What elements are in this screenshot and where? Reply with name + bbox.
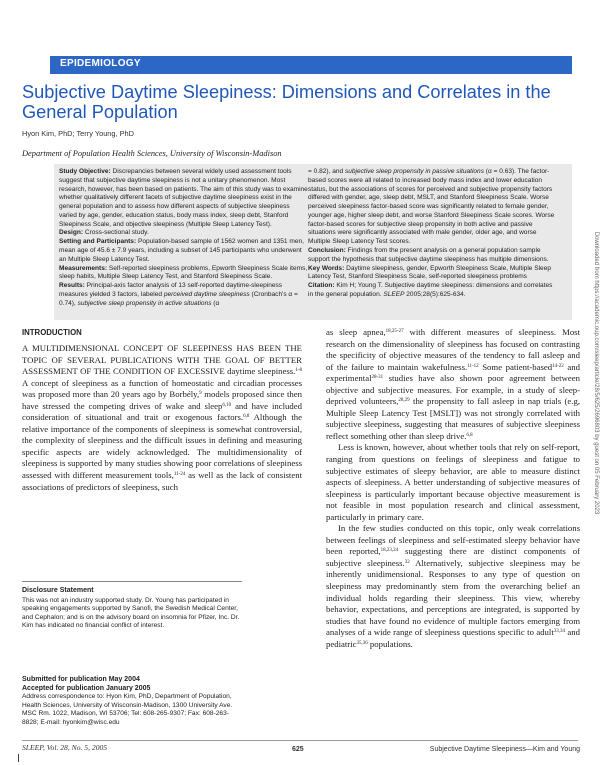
- accepted-date: Accepted for publication January 2005: [22, 684, 151, 692]
- disclosure-heading: Disclosure Statement: [22, 587, 94, 594]
- conclusion-label: Conclusion:: [308, 247, 346, 255]
- body-text: A MULTIDIMENSIONAL CONCEPT OF SLEEPINESS HAS BEEN THE TOPIC OF SEVERAL PUBLICATIONS WITH THE GOAL OF BETTER ASSESSMENT OF THE CONDITION OF EXCESSIVE daytime sleepiness.: [22, 343, 302, 377]
- citation-ref[interactable]: 33,34: [553, 629, 566, 635]
- abstract-conclusion: [308, 247, 558, 265]
- article-title: Subjective Daytime Sleepiness: Dimensions and Correlates in the General Population: [22, 82, 551, 122]
- section-label: EPIDEMIOLOGY: [60, 58, 141, 69]
- citation-ref[interactable]: 1-8: [295, 368, 302, 374]
- running-title: Subjective Daytime Sleepiness—Kim and Young: [429, 746, 580, 753]
- abstract-objective: [59, 168, 309, 229]
- submitted-date: Submitted for publication May 2004: [22, 676, 140, 683]
- footer-journal: SLEEP, Vol. 28, No. 5, 2005: [22, 743, 108, 752]
- section-banner: [50, 56, 572, 74]
- setting-label: Setting and Participants:: [59, 238, 137, 246]
- body-right-column: [326, 327, 580, 650]
- conclusion-text: Findings from the present analysis on a general population sample support the hypothesis that subjective daytime sleepiness has multiple dimensions.: [308, 247, 549, 263]
- measurements-text: Self-reported sleepiness problems, Epworth Sleepiness Scale items, sleep habits, Multiple Sleep Latency Test, and Stanford Sleepiness Scale.: [59, 264, 308, 281]
- citation-ref[interactable]: 6,8: [466, 432, 473, 438]
- page-number: 625: [292, 746, 304, 753]
- body-text: Some patient-based: [478, 361, 553, 372]
- citation-ref[interactable]: 32: [404, 559, 410, 565]
- body-text: and experimental: [326, 361, 580, 384]
- intro-paragraph-1: [22, 343, 302, 493]
- citation-ref[interactable]: 28-31: [371, 375, 384, 381]
- abstract-design: [59, 229, 309, 238]
- results-text: (Cronbach's α = 0.74),: [59, 290, 298, 307]
- body-text: as well as the lack of consistent associations of predictors of sleepiness, such: [22, 470, 302, 492]
- body-text: Alternatively, subjective sleepiness may be inherently unidimensional. Responses to any type of question on sleepiness may predominantly stem from the overarching belief an individual holds regarding their sleepiness. This view, whereby behavior, expectations, and perceptions are integrated, is supported by studies that have found no evidence of multiple factors emerging from analyses of a wide range of sleepiness questions specific to adult: [326, 557, 580, 638]
- citation-ref[interactable]: 6,8: [243, 414, 250, 420]
- citation-ref[interactable]: 18,23,24: [380, 548, 399, 554]
- abstract-citation: [308, 282, 558, 300]
- abstract-results: [59, 282, 309, 308]
- body-text: models proposed since then have stressed the competing drives of wake and sleep: [22, 389, 302, 411]
- body-text: populations.: [367, 638, 413, 649]
- citation-ref[interactable]: 18,25-27: [385, 329, 404, 334]
- design-label: Design:: [59, 229, 84, 237]
- results-text: (α = 0.63). The factor-based scores were all related to increased body mass index and lower education status, but the associations of scores for perceived and subjective propensity factors differed with gender, age, sleep debt, MSLT, and Stanford Sleepiness Scale. Worse perceived sleepiness factor-based score was significantly related to female gender, younger age, higher sleep debt, and worse Stanford Sleepiness Scale scores. Worse factor-based scores for subjective sleep propensity in both active and passive situations were significantly associated with male gender, older age, and worse Multiple Sleep Latency Test scores.: [308, 168, 555, 246]
- intro-paragraph-3: [326, 523, 580, 650]
- footnote-divider: [22, 581, 242, 582]
- body-text: A concept of sleepiness as a function of homeostatic and circadian processes was proposed more than 20 years ago by Borbély,: [22, 377, 302, 400]
- results-text: = 0.82), and: [308, 168, 345, 175]
- abstract-measurements: [59, 265, 309, 283]
- authors: Hyon Kim, PhD; Terry Young, PhD: [22, 129, 135, 138]
- objective-text: Discrepancies between several widely used assessment tools suggest that subjective daytime sleepiness is not a unitary phenomenon. Most research, however, has been based on patients. The aim of this study was to examine whether qualitatively different facets of subjective daytime sleepiness exist in the general population and to assess how different aspects of subjective sleepiness varied by age, gender, education status, body mass index, sleep debt, Stanford Sleepiness Scale, and objective sleepiness (Multiple Sleep Latency Test).: [59, 168, 308, 228]
- citation-ref[interactable]: 28,29: [398, 398, 410, 404]
- results-term: perceived daytime sleepiness: [163, 290, 250, 298]
- body-text: suggesting there are distinct components of subjective sleepiness.: [326, 546, 580, 568]
- abstract-results-cont: [308, 168, 558, 247]
- footer-divider: [22, 740, 578, 741]
- body-text: In the few studies conducted on this topic, only weak correlations between feelings of sleepiness and self-estimated sleepy behavior have been reported,: [326, 523, 580, 557]
- body-text: the propensity to fall asleep in nap trials (e.g, Multiple Sleep Latency Test [MSLT]) was not strongly correlated with subjective sleepiness, suggesting that measures of subjective sleepiness reflect something other than sleep drive.: [326, 396, 580, 441]
- citation-ref[interactable]: 35,36: [356, 640, 368, 646]
- citation-text: Kim H; Young T. Subjective daytime sleepiness: dimensions and correlates in the general population.: [308, 282, 553, 298]
- scroll-edge-marker: [18, 754, 19, 762]
- setting-text: Population-based sample of 1562 women and 1351 men, mean age of 45.6 ± 7.9 years, including a subset of 145 participants who underwent an Multiple Sleep Latency Test.: [59, 238, 304, 263]
- results-text: Principal-axis factor analysis of 13 self-reported daytime-sleepiness measures yielded 3 factors, labeled: [59, 282, 283, 298]
- disclosure-text: This was not an industry supported study. Dr. Young has participated in speaking engagements supported by Sanofi, the Swedish Medical Center, and Cephalon; and is on the advisory board on insomnia for Pfizer, Inc. Dr. Kim has indicated no financial conflict of interest.: [22, 596, 240, 630]
- citation-journal: SLEEP: [383, 290, 405, 298]
- download-notice[interactable]: Downloaded from https://academic.oup.com/sleep/article/28/5/625/2696803 by guest on 05 February 2023: [593, 231, 599, 515]
- body-left-column: [22, 343, 302, 493]
- citation-ref[interactable]: 14-22: [552, 363, 564, 369]
- body-text: Although the relative importance of the components of sleepiness is somewhat controversial, the complexity of sleepiness and the difficult issues in defining and measuring specific aspects are widely acknowledged. The multidimensionality of sleepiness is supported by many studies showing poor correlations of sleepiness assessed with different measurement tools,: [22, 412, 302, 481]
- citation-ref[interactable]: 6,10: [222, 402, 232, 408]
- abstract-setting: [59, 238, 309, 264]
- results-text: (α: [211, 299, 220, 307]
- objective-label: Study Objective:: [59, 168, 111, 175]
- body-text: and have included consideration of situational and trait or exogenous factors.: [22, 400, 302, 423]
- affiliation: Department of Population Health Sciences, University of Wisconsin-Madison: [22, 149, 282, 158]
- correspondence-address: Address correspondence to: Hyon Kim, PhD, Department of Population, Health Sciences, University of Wisconsin-Madison, 1300 University Ave. MSC Rm. 1022, Madison, WI 53706; Tel: 608-265-9307; Fax: 608-263-8828; E-mail: hyonkim@wisc.edu: [22, 693, 233, 726]
- keywords-text: Daytime sleepiness, gender, Epworth Sleepiness Scale, Multiple Sleep Latency Test, Stanford Sleepiness Scale, self-reported sleepiness problems: [308, 264, 551, 281]
- download-sidebar: [591, 170, 600, 580]
- citation-ref[interactable]: 11-24: [173, 472, 186, 478]
- results-label: Results:: [59, 282, 85, 290]
- body-text: as sleep apnea,: [326, 327, 386, 337]
- citation-ref[interactable]: 11-12: [467, 363, 479, 369]
- introduction-heading: INTRODUCTION: [22, 328, 82, 337]
- body-text: studies have also shown poor agreement between objective and subjective measures. For example, in a study of sleep-deprived volunteers,: [326, 373, 580, 407]
- body-text: with different measures of sleepiness. Most research on the dimensionality of sleepiness has focused on contrasting the specificity of objective measures of the tendency to fall asleep and of the failure to maintain wakefulness.: [326, 327, 580, 372]
- abstract-left-column: [59, 168, 309, 309]
- submission-info: [22, 676, 242, 728]
- body-text: and pediatric: [326, 627, 580, 649]
- intro-paragraph-2: Less is known, however, about whether tools that rely on self-report, ranging from questions on feelings of sleepiness and fatigue to subjective estimates of sleepy behavior, are able to measure distinct aspects of sleepiness. A better understanding of subjective measures of sleepiness is particularly important because objective measurement is not feasible in most population research and clinical assessment, particularly in primary care.: [326, 442, 580, 522]
- results-term: subjective sleep propensity in active situations: [77, 299, 212, 307]
- measurements-label: Measurements:: [59, 264, 108, 272]
- results-term: subjective sleep propensity in passive situations: [344, 168, 484, 175]
- citation-ref[interactable]: 9: [199, 391, 202, 397]
- intro-paragraph-1-cont: [326, 327, 580, 442]
- citation-text: 2005;28(5):625-634.: [404, 290, 466, 298]
- abstract-keywords: [308, 265, 558, 283]
- design-text: Cross-sectional study.: [84, 229, 149, 237]
- disclosure-statement: [22, 587, 242, 631]
- citation-label: Citation:: [308, 282, 335, 290]
- keywords-label: Key Words:: [308, 264, 345, 272]
- abstract-right-column: [308, 168, 558, 300]
